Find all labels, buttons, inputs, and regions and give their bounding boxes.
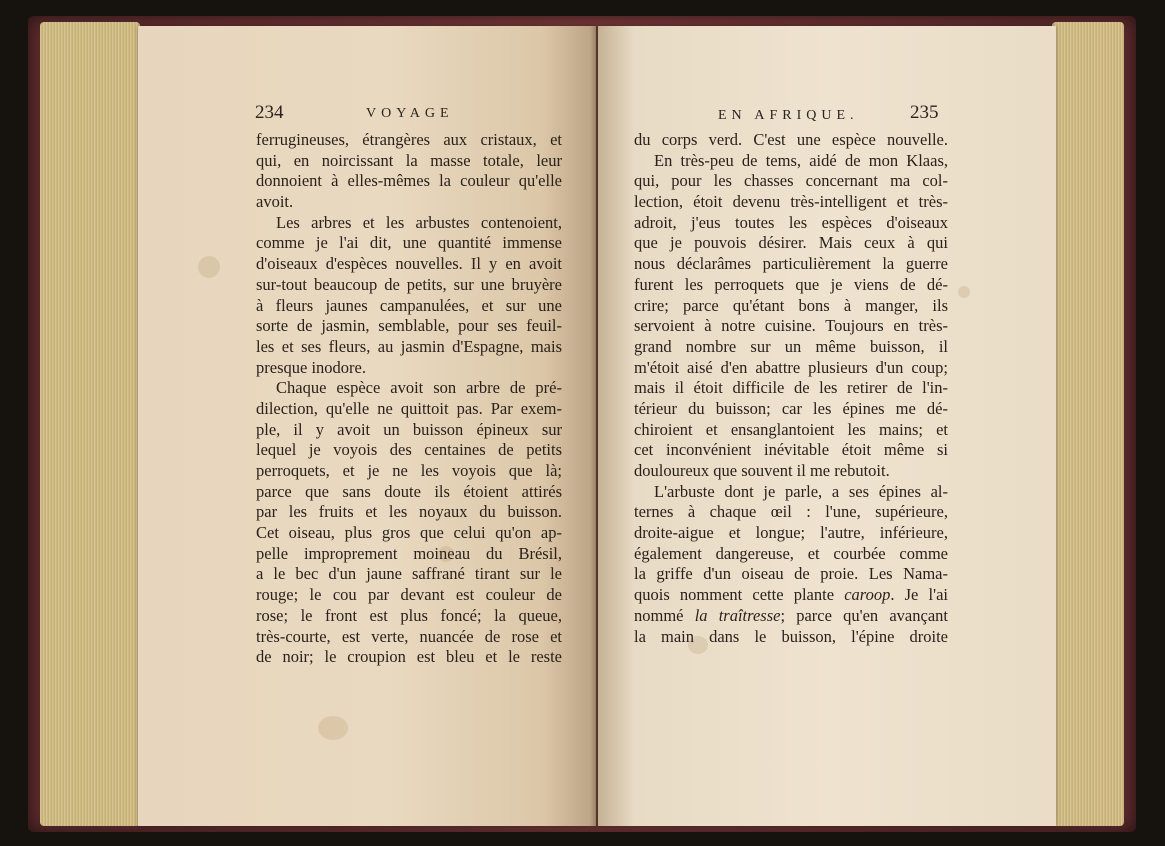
text-line: Chaque espèce avoit son arbre de pré- <box>276 378 562 398</box>
text-line: du corps verd. C'est une espèce nouvelle. <box>634 130 948 149</box>
text-line: ferrugineuses, étrangères aux cristaux, et <box>256 130 562 149</box>
text-line: la main dans le buisson, l'épine droite <box>634 626 948 646</box>
text-line: perroquets, et je ne les voyois que là; <box>256 461 562 480</box>
text-run: . Je l'ai <box>890 585 948 605</box>
text-line: ple, il y avoit un buisson épineux sur <box>256 419 562 439</box>
text-run: ; parce qu'en avançant <box>780 605 948 625</box>
text-line: qui, en noircissant la masse totale, leur <box>256 150 562 170</box>
text-line: furent les perroquets que je viens de dé- <box>634 274 948 294</box>
text-line: a le bec d'un jaune saffrané tirant sur le <box>256 564 562 584</box>
text-line: dilection, qu'elle ne quittoit pas. Par exem- <box>256 398 562 418</box>
text-line: En très-peu de tems, aidé de mon Klaas, <box>654 150 948 170</box>
text-line: que je pouvois désirer. Mais ceux à qui <box>634 233 948 253</box>
text-line: à fleurs jaunes campanulées, et sur une <box>256 295 562 315</box>
foxing-spot <box>198 256 220 278</box>
text-line: également dangereuse, et courbée comme <box>634 543 948 563</box>
text-line: crire; parce qu'étant bons à manger, ils <box>634 295 948 315</box>
text-line: sorte de jasmin, semblable, pour ses feuil- <box>256 316 562 336</box>
text-line: Les arbres et les arbustes contenoient, <box>276 212 562 232</box>
text-run: quois nomment cette plante <box>634 585 845 605</box>
text-line: lequel je voyois des centaines de petits <box>256 440 562 460</box>
text-line: grand nombre sur un même buisson, il <box>634 336 948 356</box>
text-line: d'oiseaux d'espèces nouvelles. Il y en avoit <box>256 254 562 274</box>
right-running-title: EN AFRIQUE. <box>718 108 859 123</box>
text-line: L'arbuste dont je parle, a ses épines al- <box>654 481 948 501</box>
right-page-number: 235 <box>910 102 939 123</box>
text-line-with-italic <box>634 585 948 606</box>
foxing-spot <box>318 716 348 740</box>
text-line-with-italic <box>634 606 948 627</box>
text-line: comme je l'ai dit, une quantité immense <box>256 233 562 253</box>
right-text-block <box>634 130 948 647</box>
text-line: les et ses fleurs, au jasmin d'Espagne, mais <box>256 336 562 356</box>
text-line: presque inodore. <box>256 357 366 377</box>
page-edges-left <box>40 22 140 826</box>
left-page <box>138 26 596 826</box>
left-page-number: 234 <box>255 102 284 123</box>
text-line: donnoient à elles-mêmes la couleur qu'elle <box>256 171 562 191</box>
left-text-block <box>256 130 562 668</box>
italic-plant-name: la traîtresse <box>694 605 781 625</box>
text-line: mais il étoit difficile de les retirer de l'in- <box>634 378 948 398</box>
text-line: cet inconvénient inévitable étoit même si <box>634 440 948 460</box>
text-run: nommé <box>634 605 695 625</box>
text-line: m'étoit aisé d'en abattre plusieurs d'un coup; <box>634 357 948 377</box>
text-line: rouge; le cou par devant est couleur de <box>256 585 562 605</box>
right-page <box>598 26 1056 826</box>
text-line: douloureux que souvent il me rebutoit. <box>634 461 890 480</box>
text-line: chiroient et ensanglantoient les mains; et <box>634 419 948 439</box>
text-line: avoit. <box>256 192 294 212</box>
text-line: ternes à chaque œil : l'une, supérieure, <box>634 502 948 522</box>
text-line: lection, étoit devenu très-intelligent et très- <box>634 192 948 212</box>
text-line: de noir; le croupion est bleu et le reste <box>256 647 562 667</box>
text-line: par les fruits et les noyaux du buisson. <box>256 502 562 522</box>
text-line: parce que sans doute ils étoient attirés <box>256 481 562 501</box>
text-line: Cet oiseau, plus gros que celui qu'on ap- <box>256 523 562 543</box>
text-line: sur-tout beaucoup de petits, sur une bruyère <box>256 274 562 294</box>
text-line: très-courte, est verte, nuancée de rose et <box>256 626 562 646</box>
foxing-spot <box>958 286 970 298</box>
text-line: servoient à notre cuisine. Toujours en très- <box>634 316 948 336</box>
text-line: nous déclarâmes particulièrement la guerre <box>634 254 948 274</box>
text-line: rose; le front est plus foncé; la queue, <box>256 605 562 625</box>
text-line: térieur du buisson; car les épines me dé- <box>634 398 948 418</box>
italic-plant-name: caroop <box>844 585 891 605</box>
left-running-title: VOYAGE <box>366 106 454 121</box>
text-line: qui, pour les chasses concernant ma col- <box>634 171 948 191</box>
text-line: adroit, j'eus toutes les espèces d'oiseaux <box>634 212 948 232</box>
text-line: pelle improprement moineau du Brésil, <box>256 543 562 563</box>
page-edges-right <box>1052 22 1124 826</box>
text-line: la griffe d'un oiseau de proie. Les Nama- <box>634 564 948 584</box>
text-line: droite-aigue et longue; l'autre, inférieure, <box>634 523 948 543</box>
